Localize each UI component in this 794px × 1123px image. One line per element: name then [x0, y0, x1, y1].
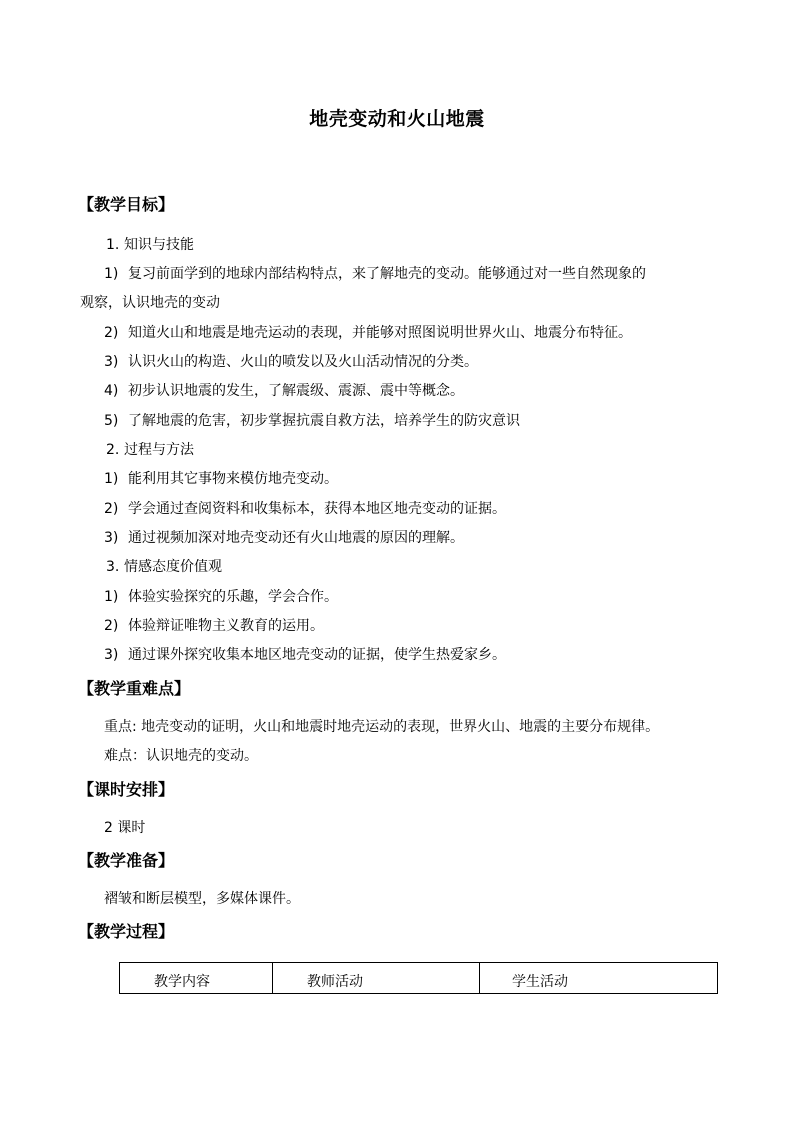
header-label: 学生活动: [512, 974, 568, 990]
objective-group-1: [106, 234, 194, 254]
objective-item: [104, 351, 478, 371]
difficulty-text: 难点：认识地壳的变动。: [104, 748, 258, 764]
process-table: [119, 962, 718, 994]
item-text: 能利用其它事物来模仿地壳变动。: [128, 471, 338, 487]
header-label: 教师活动: [307, 974, 363, 990]
heading-schedule: 【课时安排】: [78, 780, 175, 799]
item-number: 1): [104, 266, 119, 282]
objective-item: [104, 410, 520, 430]
item-number: 1): [104, 589, 119, 605]
group-number: 2.: [106, 442, 120, 458]
heading-objectives: 【教学目标】: [78, 195, 175, 214]
item-text: 通过视频加深对地壳变动还有火山地震的原因的理解。: [128, 530, 464, 546]
item-number: 5): [104, 413, 119, 429]
item-text: 体验实验探究的乐趣，学会合作。: [128, 589, 338, 605]
item-number: 1): [104, 471, 119, 487]
objective-item: [104, 322, 632, 342]
item-number: 2): [104, 501, 119, 517]
schedule-text: 2 课时: [104, 820, 146, 836]
item-number: 2): [104, 325, 119, 341]
table-header-cell: [480, 963, 718, 994]
item-number: 3): [104, 354, 119, 370]
objective-item: [104, 615, 324, 635]
item-text: 初步认识地震的发生，了解震级、震源、震中等概念。: [128, 383, 464, 399]
group-label: 知识与技能: [124, 237, 194, 253]
objective-item-continuation: 观察，认识地壳的变动: [80, 295, 220, 311]
key-point-text: 重点: 地壳变动的证明，火山和地震时地壳运动的表现，世界火山、地震的主要分布规律。: [104, 719, 660, 735]
objective-group-3: [106, 556, 222, 576]
item-number: 3): [104, 530, 119, 546]
item-text: 复习前面学到的地球内部结构特点，来了解地壳的变动。能够通过对一些自然现象的: [128, 266, 646, 282]
objective-item: [104, 527, 464, 547]
item-number: 3): [104, 647, 119, 663]
page-title: 地壳变动和火山地震: [309, 108, 485, 130]
group-number: 3.: [106, 559, 120, 575]
header-label: 教学内容: [154, 974, 210, 990]
item-number: 4): [104, 383, 119, 399]
table-header-cell: [273, 963, 480, 994]
table-header-cell: [120, 963, 273, 994]
objective-group-2: [106, 439, 194, 459]
heading-keypoints: 【教学重难点】: [78, 679, 191, 698]
group-number: 1.: [106, 237, 120, 253]
item-text: 通过课外探究收集本地区地壳变动的证据，使学生热爱家乡。: [128, 647, 506, 663]
item-text: 学会通过查阅资料和收集标本，获得本地区地壳变动的证据。: [128, 501, 506, 517]
objective-item: [104, 380, 464, 400]
objective-item: [104, 468, 338, 488]
item-text: 认识火山的构造、火山的喷发以及火山活动情况的分类。: [128, 354, 478, 370]
item-text: 了解地震的危害，初步掌握抗震自救方法，培养学生的防灾意识: [128, 413, 520, 429]
heading-preparation: 【教学准备】: [78, 851, 175, 870]
objective-item: [104, 498, 506, 518]
objective-item: [104, 586, 338, 606]
heading-process: 【教学过程】: [78, 922, 175, 941]
objective-item: [104, 644, 506, 664]
objective-item: [104, 263, 646, 283]
item-text: 知道火山和地震是地壳运动的表现，并能够对照图说明世界火山、地震分布特征。: [128, 325, 632, 341]
group-label: 过程与方法: [124, 442, 194, 458]
item-text: 体验辩证唯物主义教育的运用。: [128, 618, 324, 634]
preparation-text: 褶皱和断层模型，多媒体课件。: [104, 891, 300, 907]
group-label: 情感态度价值观: [124, 559, 222, 575]
item-number: 2): [104, 618, 119, 634]
table-header-row: [120, 963, 718, 994]
